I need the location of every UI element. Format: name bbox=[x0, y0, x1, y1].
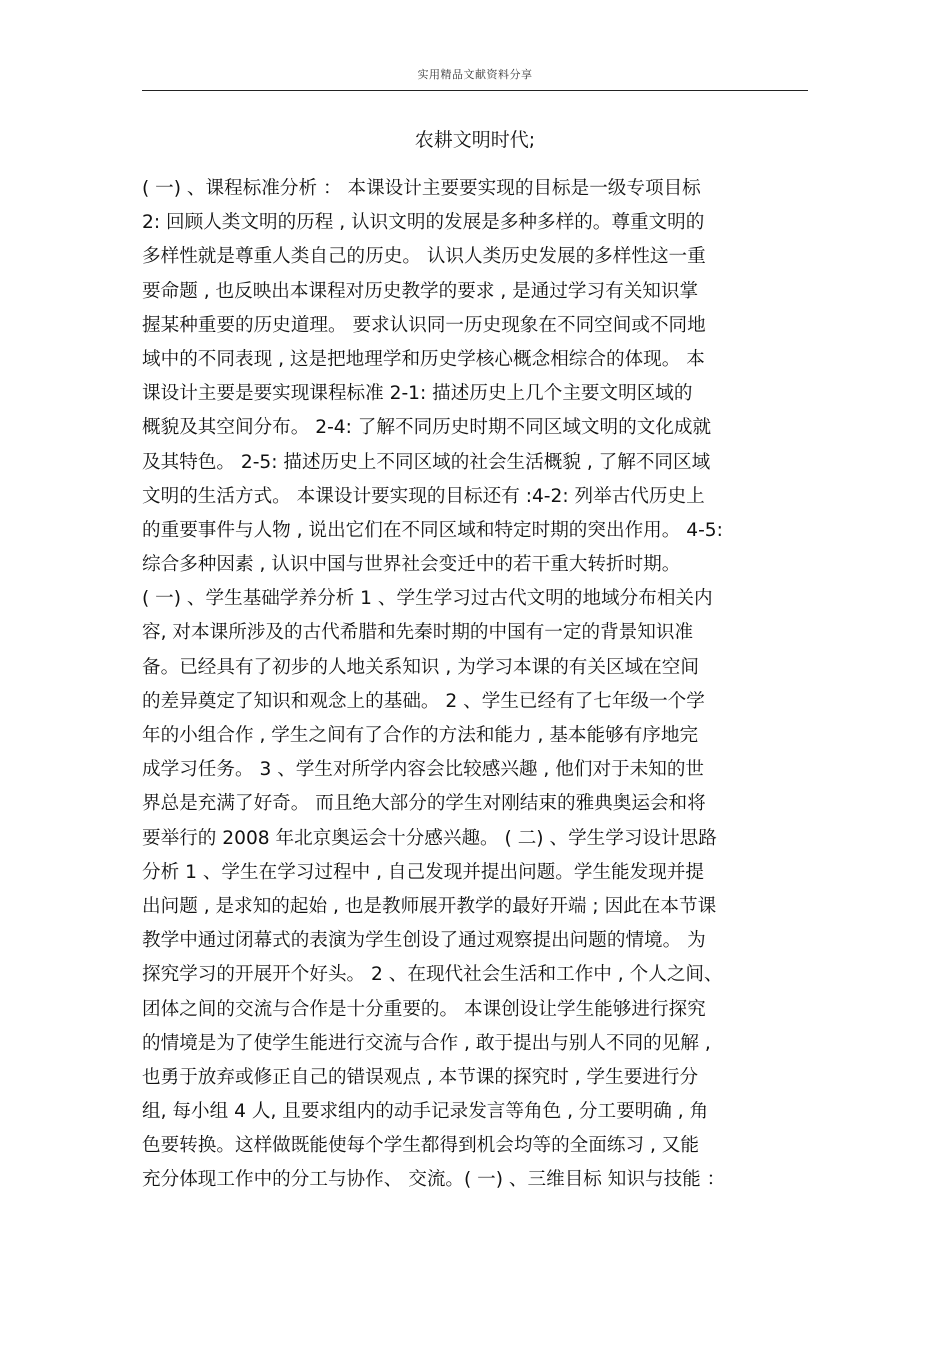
text-line: 的重要事件与人物 , 说出它们在不同区域和特定时期的突出作用。 4-5: bbox=[142, 519, 723, 541]
text-line: 容, 对本课所涉及的古代希腊和先秦时期的中国有一定的背景知识准 bbox=[142, 622, 694, 644]
text-line: 教学中通过闭幕式的表演为学生创设了通过观察提出问题的情境。 为 bbox=[142, 930, 706, 952]
text-line: 的情境是为了使学生能进行交流与合作 , 敢于提出与别人不同的见解 , bbox=[142, 1032, 711, 1054]
text-line: 色要转换。这样做既能使每个学生都得到机会均等的全面练习 , 又能 bbox=[142, 1135, 699, 1157]
text-line: 课设计主要是要实现课程标准 2-1: 描述历史上几个主要文明区域的 bbox=[142, 383, 693, 405]
page-header: 实用精品文献资料分享 bbox=[417, 68, 533, 81]
text-line: 成学习任务。 3 、学生对所学内容会比较感兴趣 , 他们对于未知的世 bbox=[142, 759, 705, 781]
text-line: ( 一) 、课程标准分析 ： 本课设计主要要实现的目标是一级专项目标 bbox=[142, 178, 701, 199]
document-body bbox=[142, 172, 832, 1198]
text-line: 握某种重要的历史道理。 要求认识同一历史现象在不同空间或不同地 bbox=[142, 314, 706, 336]
text-line: 概貌及其空间分布。 2-4: 了解不同历史时期不同区域文明的文化成就 bbox=[142, 417, 712, 439]
text-line: 也勇于放弃或修正自己的错误观点 , 本节课的探究时 , 学生要进行分 bbox=[142, 1066, 699, 1088]
text-line: 要命题 , 也反映出本课程对历史教学的要求 , 是通过学习有关知识掌 bbox=[142, 280, 699, 302]
text-line: 的差异奠定了知识和观念上的基础。 2 、学生已经有了七年级一个学 bbox=[142, 690, 705, 712]
text-line: 年的小组合作 , 学生之间有了合作的方法和能力 , 基本能够有序地完 bbox=[142, 725, 699, 746]
header-divider bbox=[142, 90, 808, 91]
text-line: 及其特色。 2-5: 描述历史上不同区域的社会生活概貌 , 了解不同区域 bbox=[142, 451, 711, 473]
text-line: 2: 回顾人类文明的历程 , 认识文明的发展是多种多样的。尊重文明的 bbox=[142, 212, 705, 234]
text-line: 界总是充满了好奇。 而且绝大部分的学生对刚结束的雅典奥运会和将 bbox=[142, 793, 706, 815]
text-line: 探究学习的开展开个好头。 2 、在现代社会生活和工作中 , 个人之间、 bbox=[142, 964, 723, 986]
text-line: ( 一) 、学生基础学养分析 1 、学生学习过古代文明的地域分布相关内 bbox=[142, 588, 713, 610]
text-line: 综合多种因素 , 认识中国与世界社会变迁中的若干重大转折时期。 bbox=[142, 554, 681, 576]
text-line: 文明的生活方式。 本课设计要实现的目标还有 :4-2: 列举古代历史上 bbox=[142, 485, 705, 507]
text-line: 域中的不同表现 , 这是把地理学和历史学核心概念相综合的体现。 本 bbox=[142, 348, 705, 370]
text-line: 多样性就是尊重人类自己的历史。 认识人类历史发展的多样性这一重 bbox=[142, 246, 706, 268]
text-line: 分析 1 、学生在学习过程中 , 自己发现并提出问题。学生能发现并提 bbox=[142, 861, 705, 883]
text-line: 充分体现工作中的分工与协作、 交流。( 一) 、三维目标 知识与技能 ： bbox=[142, 1169, 726, 1191]
text-line: 要举行的 2008 年北京奥运会十分感兴趣。 ( 二) 、学生学习设计思路 bbox=[142, 827, 717, 849]
text-line: 团体之间的交流与合作是十分重要的。 本课创设让学生能够进行探究 bbox=[142, 998, 706, 1020]
text-line: 出问题 , 是求知的起始 , 也是教师展开教学的最好开端 ; 因此在本节课 bbox=[142, 895, 717, 917]
text-line: 备。已经具有了初步的人地关系知识 , 为学习本课的有关区域在空间 bbox=[142, 656, 699, 678]
text-line: 组, 每小组 4 人, 且要求组内的动手记录发言等角色 , 分工要明确 , 角 bbox=[142, 1101, 709, 1123]
document-title: 农耕文明时代; bbox=[414, 129, 536, 151]
